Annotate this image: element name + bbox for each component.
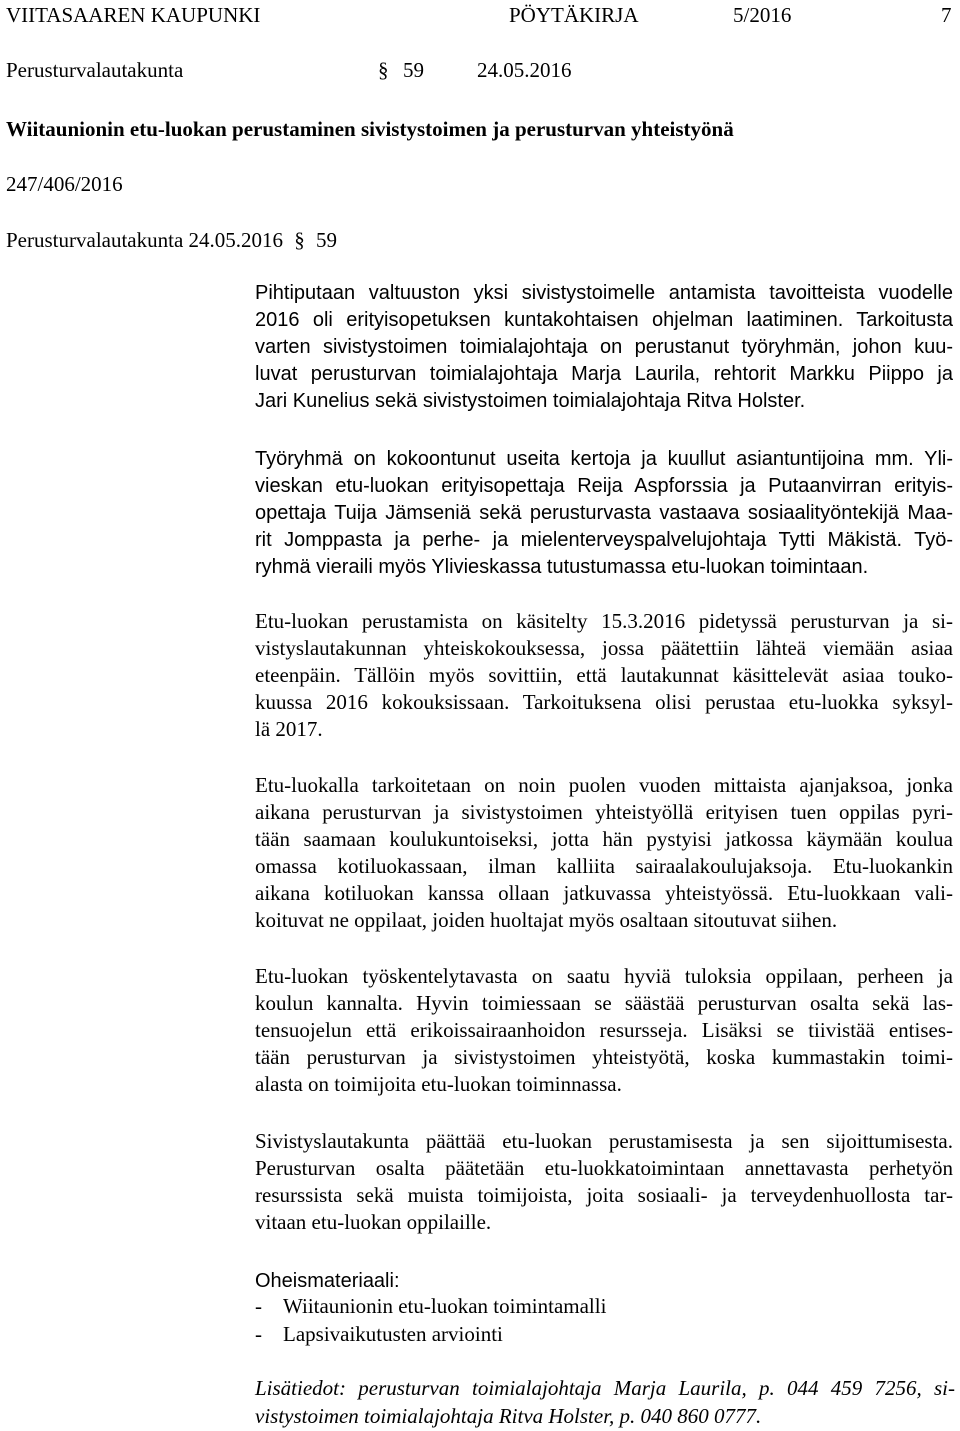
paragraph-line: vitaan etu-luokan oppilaille. — [255, 1210, 492, 1234]
attachments-heading: Oheismateriaali: — [255, 1270, 400, 1292]
paragraph-line: tään saamaan koulukuntoiseksi, jotta hän pystyisi jatkossa käymään koulua — [255, 827, 953, 851]
paragraph-line: aikana kotiluokan kanssa ollaan jatkuvassa yhteistyössä. Etu-luokkaan vali- — [255, 881, 953, 905]
paragraph-line: koituvat ne oppilaat, joiden huoltajat myös osaltaan sitoutuvat siihen. — [255, 908, 838, 932]
paragraph-line: Jari Kunelius sekä sivistystoimen toimialajohtaja Ritva Holster. — [255, 390, 806, 412]
paragraph-line: Perusturvan osalta päätetään etu-luokkatoimintaan annettavasta perhetyön — [255, 1156, 953, 1180]
attachment-item — [255, 1321, 503, 1347]
paragraph-line: resurssista sekä muista toimijoista, joita sosiaali- ja terveydenhuollosta tar- — [255, 1183, 953, 1207]
meeting-section-number: 59 — [316, 228, 338, 252]
paragraph-line: opettaja Tuija Jämseniä sekä perusturvasta vastaava sosiaalityöntekijä Maa- — [255, 502, 953, 524]
attachment-item — [255, 1293, 606, 1319]
organization-name: VIITASAAREN KAUPUNKI — [6, 3, 261, 27]
paragraph-line: rit Jomppasta ja perhe- ja mielenterveyspalvelujohtaja Tytti Mäkistä. Työ- — [255, 529, 953, 551]
section-number: 59 — [403, 58, 424, 82]
more-info-line: Lisätiedot: perusturvan toimialajohtaja Marja Laurila, p. 044 459 7256, si- — [255, 1376, 955, 1400]
paragraph-line: luvat perusturvan toimialajohtaja Marja Laurila, rehtorit Markku Piippo ja — [255, 363, 953, 385]
paragraph-line: koulun kannalta. Hyvin toimiessaan se säästää perusturvan osalta sekä las- — [255, 991, 953, 1015]
document-type: PÖYTÄKIRJA — [509, 3, 639, 27]
paragraph-line: Etu-luokan perustamista on käsitelty 15.3.2016 pidetyssä perusturvan ja si- — [255, 609, 953, 633]
paragraph-line: omassa kotiluokassaan, ilman kalliita sairaalakoulujaksoja. Etu-luokankin — [255, 854, 953, 878]
attachment-label: Lapsivaikutusten arviointi — [283, 1322, 503, 1346]
paragraph-line: varten sivistystoimen toimialajohtaja on perustanut työryhmän, johon kuu- — [255, 336, 953, 358]
paragraph-line: 2016 oli erityisopetuksen kuntakohtaisen ohjelman laatiminen. Tarkoitusta — [255, 309, 953, 331]
paragraph-line: eteenpäin. Tällöin myös sovittiin, että lautakunnat käsittelevät asiaa touko- — [255, 663, 953, 687]
page-number: 7 — [941, 3, 952, 27]
reference-number: 247/406/2016 — [6, 172, 123, 196]
paragraph-line: Pihtiputaan valtuuston yksi sivistystoimelle antamista tavoitteista vuodelle — [255, 282, 953, 304]
meeting-board-date: Perusturvalautakunta 24.05.2016 — [6, 228, 284, 252]
paragraph-line: vistyslautakunnan yhteiskokouksessa, jossa päätettiin lähteä viemään asiaa — [255, 636, 953, 660]
meeting-date: 24.05.2016 — [477, 58, 572, 82]
more-info-line: vistystoimen toimialajohtaja Ritva Holster, p. 040 860 0777. — [255, 1404, 762, 1428]
paragraph-line: Sivistyslautakunta päättää etu-luokan perustamisesta ja sen sijoittumisesta. — [255, 1129, 953, 1153]
issue-number: 5/2016 — [733, 3, 792, 27]
paragraph-line: tensuojelun että erikoissairaanhoidon resursseja. Lisäksi se tiivistää entises- — [255, 1018, 953, 1042]
list-dash: - — [255, 1322, 262, 1346]
paragraph-line: alasta on toimijoita etu-luokan toiminnassa. — [255, 1072, 622, 1096]
paragraph-line: lä 2017. — [255, 717, 323, 741]
document-title: Wiitaunionin etu-luokan perustaminen sivistystoimen ja perusturvan yhteistyönä — [6, 117, 734, 141]
paragraph-line: aikana perusturvan ja sivistystoimen yhteistyöllä erityisen tuen oppilas pyri- — [255, 800, 953, 824]
attachment-label: Wiitaunionin etu-luokan toimintamalli — [283, 1294, 607, 1318]
section-symbol: § — [378, 58, 389, 82]
paragraph-line: Etu-luokalla tarkoitetaan on noin puolen vuoden mittaista ajanjaksoa, jonka — [255, 773, 953, 797]
list-dash: - — [255, 1294, 262, 1318]
meeting-section-symbol: § — [294, 228, 305, 252]
meeting-line — [6, 227, 337, 253]
paragraph-line: tään perusturvan ja sivistystoimen yhteistyötä, koska kummastakin toimi- — [255, 1045, 953, 1069]
paragraph-line: ryhmä vieraili myös Ylivieskassa tutustumassa etu-luokan toimintaan. — [255, 556, 869, 578]
paragraph-line: Työryhmä on kokoontunut useita kertoja ja kuullut asiantuntijoina mm. Yli- — [255, 448, 953, 470]
board-name: Perusturvalautakunta — [6, 58, 184, 82]
paragraph-line: kuussa 2016 kokouksissaan. Tarkoituksena olisi perustaa etu-luokka syksyl- — [255, 690, 953, 714]
paragraph-line: vieskan etu-luokan erityisopettaja Reija Aspforssia ja Putaanvirran erityis- — [255, 475, 953, 497]
paragraph-line: Etu-luokan työskentelytavasta on saatu hyviä tuloksia oppilaan, perheen ja — [255, 964, 953, 988]
